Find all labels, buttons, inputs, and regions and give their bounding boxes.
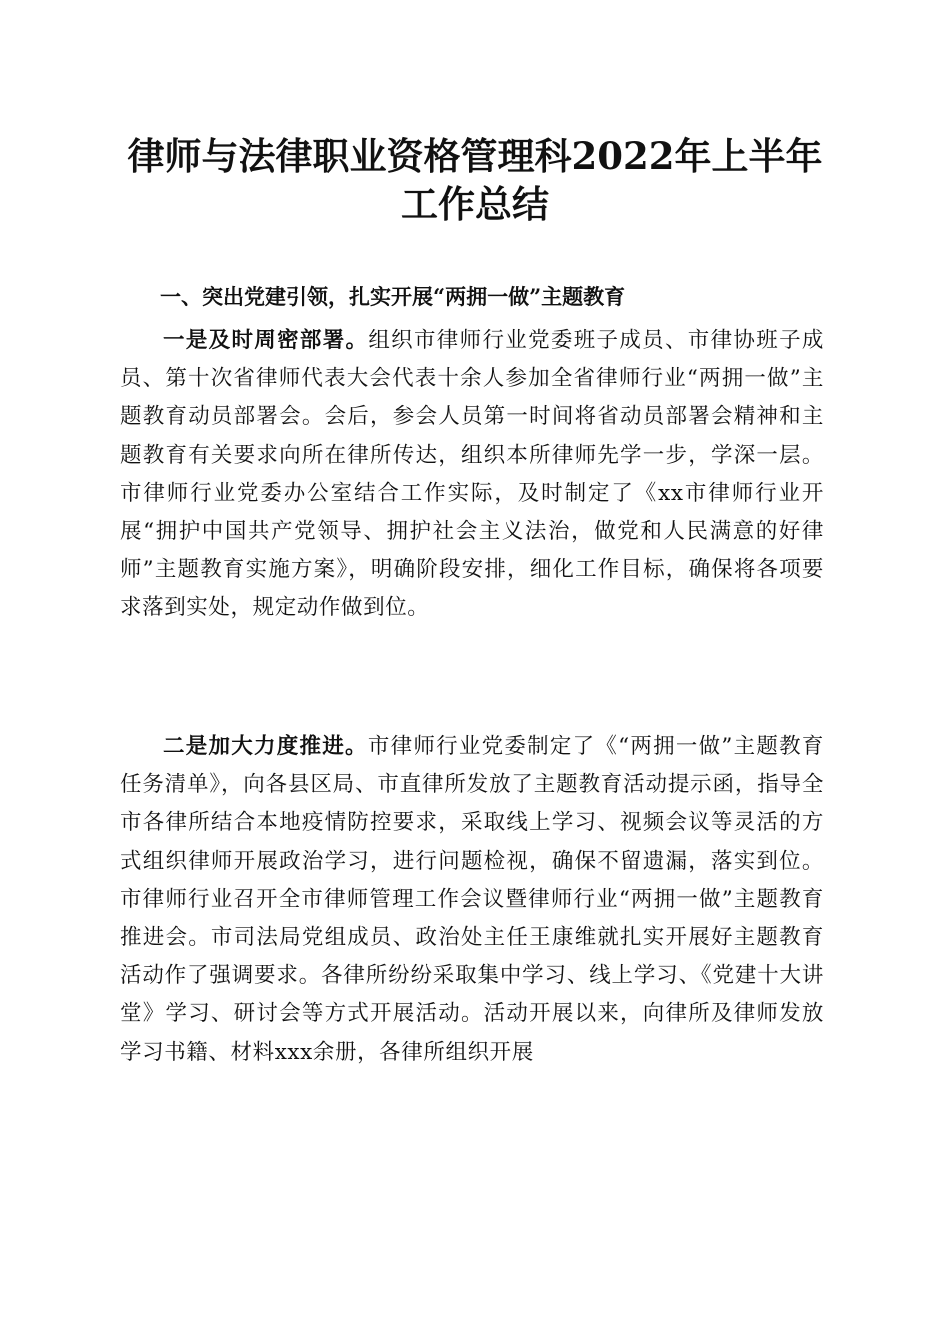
paragraph-text — [120, 728, 824, 1072]
document-title: 律师与法律职业资格管理科2022年上半年工作总结 — [127, 134, 823, 226]
paragraph-text — [120, 322, 824, 628]
paragraph-body: 组织市律师行业党委班子成员、市律协班子成员、第十次省律师代表大会代表十余人参加全省律师行业“两拥一做”主题教育动员部署会。会后，参会人员第一时间将省动员部署会精神和主题教育有关要求向所在律所传达，组织本所律师先学一步，学深一层。市律师行业党委办公室结合工作实际，及时制定了《xx市律师行业开展“拥护中国共产党领导、拥护社会主义法治，做党和人民满意的好律师”主题教育实施方案》，明确阶段安排，细化工作目标，确保将各项要求落到实处，规定动作做到位。 — [120, 328, 824, 621]
paragraph-body: 市律师行业党委制定了《“两拥一做”主题教育任务清单》，向各县区局、市直律所发放了主题教育活动提示函，指导全市各律所结合本地疫情防控要求，采取线上学习、视频会议等灵活的方式组织律师开展政治学习，进行问题检视，确保不留遗漏，落实到位。市律师行业召开全市律师管理工作会议暨律师行业“两拥一做”主题教育推进会。市司法局党组成员、政治处主任王康维就扎实开展好主题教育活动作了强调要求。各律所纷纷采取集中学习、线上学习、《党建十大讲堂》学习、研讨会等方式开展活动。活动开展以来，向律所及律师发放学习书籍、材料xxx余册，各律所组织开展 — [120, 734, 825, 1065]
paragraph-lead: 二是加大力度推进。 — [163, 734, 368, 759]
section-heading: 一、突出党建引领，扎实开展“两拥一做”主题教育 — [160, 284, 626, 309]
paragraph-timely-deployment — [120, 322, 824, 628]
paragraph-lead: 一是及时周密部署。 — [163, 328, 369, 353]
paragraph-increase-efforts — [120, 728, 824, 1072]
